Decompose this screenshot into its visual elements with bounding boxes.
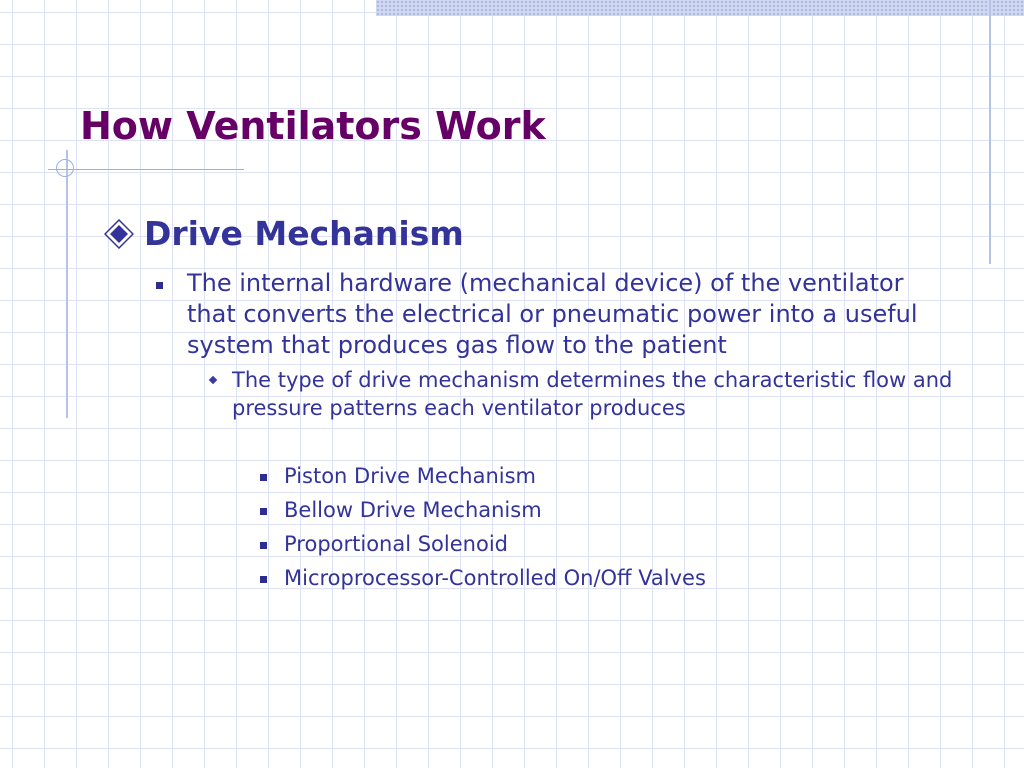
- level1-bullet-item: [104, 214, 464, 253]
- square-bullet-icon: [156, 282, 163, 289]
- level4-text: Proportional Solenoid: [284, 532, 508, 556]
- square-bullet-icon: [260, 474, 267, 481]
- square-bullet-icon: [260, 576, 267, 583]
- title-underline-rule: [48, 169, 244, 170]
- diamond-bullet-icon: [104, 219, 134, 249]
- top-decorative-band: [376, 0, 1024, 16]
- square-bullet-icon: [260, 542, 267, 549]
- level4-text: Piston Drive Mechanism: [284, 464, 537, 488]
- level4-text: Bellow Drive Mechanism: [284, 498, 542, 522]
- title-circle-ornament: [56, 159, 74, 177]
- list-item: [260, 562, 706, 596]
- square-bullet-icon: [260, 508, 267, 515]
- level3-bullet-item: [208, 366, 968, 422]
- level3-text: The type of drive mechanism determines the characteristic flow and pressure patterns each ventilator produces: [232, 368, 953, 420]
- left-vertical-rule: [66, 150, 68, 418]
- small-diamond-bullet-icon: [209, 376, 217, 384]
- level2-text: The internal hardware (mechanical device) of the ventilator that converts the electrical or pneumatic power into a useful system that produces gas flow to the patient: [187, 269, 918, 359]
- level2-bullet-item: [156, 268, 956, 361]
- level4-bullet-list: [260, 460, 706, 596]
- level4-text: Microprocessor-Controlled On/Off Valves: [284, 566, 706, 590]
- slide-title: How Ventilators Work: [80, 104, 546, 148]
- level1-text: Drive Mechanism: [144, 214, 464, 253]
- list-item: [260, 494, 706, 528]
- list-item: [260, 528, 706, 562]
- list-item: [260, 460, 706, 494]
- right-vertical-rule: [989, 0, 991, 264]
